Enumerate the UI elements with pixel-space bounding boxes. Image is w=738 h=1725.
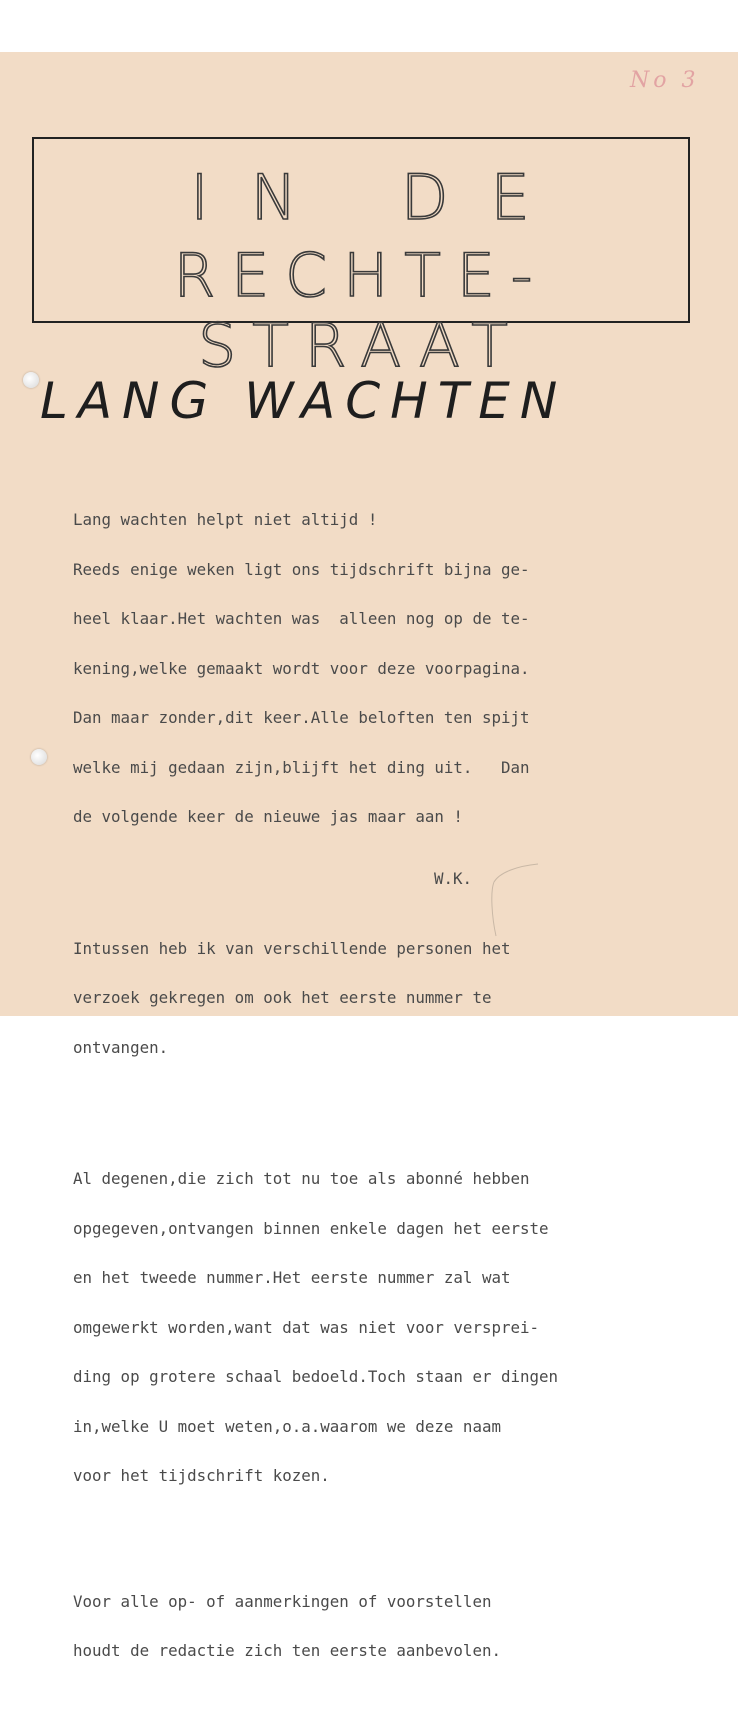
text-line: Reeds enige weken ligt ons tijdschrift bijna ge- [73,559,530,579]
article-heading: LANG WACHTEN [40,372,568,430]
text-line: Al degenen,die zich tot nu toe als abonné hebben [73,1169,530,1188]
text-line: en het tweede nummer.Het eerste nummer zal wat [73,1268,511,1287]
paragraph-1 [73,479,723,859]
text-line: heel klaar.Het wachten was alleen nog op de te- [73,609,530,628]
text-line: Intussen heb ik van verschillende personen het [73,938,511,958]
text-line: Lang wachten helpt niet altijd ! [73,510,378,529]
issue-number: No 3 [630,68,700,93]
text-line: in,welke U moet weten,o.a.waarom we deze naam [73,1416,501,1436]
paragraph-4 [73,1561,723,1693]
signature-initials: W.K. [434,869,473,888]
text-line: houdt de redactie zich ten eerste aanbevolen. [73,1641,501,1660]
masthead-line1: IN DE [190,161,572,234]
punch-hole-top [23,372,39,388]
text-line: omgewerkt worden,want dat was niet voor versprei- [73,1317,540,1337]
text-line: verzoek gekregen om ook het eerste nummer te [73,988,492,1007]
masthead-line2: RECHTE-STRAAT [173,241,549,381]
punch-hole-bottom [31,749,47,765]
text-line: voor het tijdschrift kozen. [73,1466,330,1485]
pencil-mark [488,858,558,938]
article-body [73,446,723,1725]
text-line: welke mij gedaan zijn,blijft het ding uit. Dan [73,757,530,777]
paragraph-3 [73,1138,723,1518]
text-line: ding op grotere schaal bedoeld.Toch staan er dingen [73,1367,559,1386]
text-line: Voor alle op- of aanmerkingen of voorstellen [73,1591,492,1611]
text-line: Dan maar zonder,dit keer.Alle beloften ten spijt [73,708,530,727]
text-line: opgegeven,ontvangen binnen enkele dagen het eerste [73,1218,549,1238]
text-line: de volgende keer de nieuwe jas maar aan ! [73,807,463,826]
paragraph-2 [73,908,723,1090]
masthead-box [32,137,690,381]
text-line: kening,welke gemaakt wordt voor deze voorpagina. [73,658,530,678]
text-line: ontvangen. [73,1037,169,1057]
